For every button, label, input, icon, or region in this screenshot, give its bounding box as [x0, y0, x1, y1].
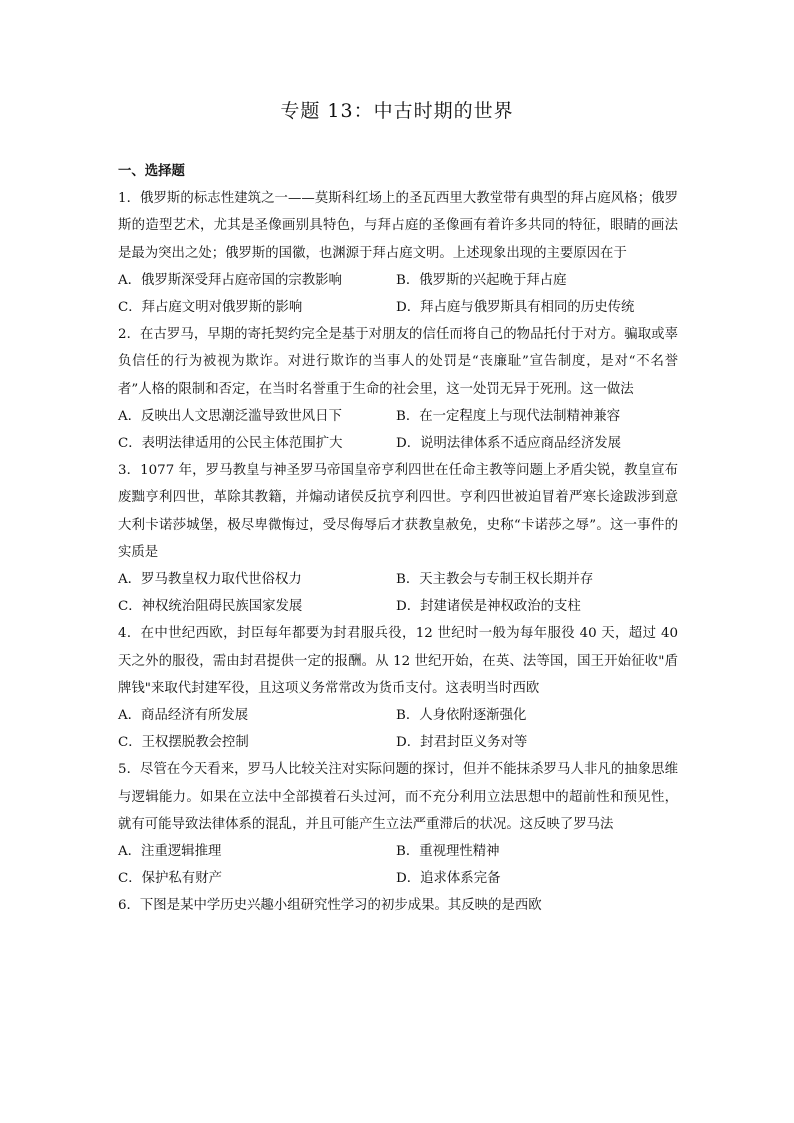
- section-heading: 一、选择题: [118, 163, 185, 179]
- question-stem: 5．尽管在今天看来，罗马人比较关注对实际问题的探讨，但并不能抹杀罗马人非凡的抽象思维与逻辑能力。如果在立法中全部摸着石头过河，而不充分利用立法思想中的超前性和预见性，就有可能导致法律体系的混乱，并且可能产生立法严重滞后的状况。这反映了罗马法: [118, 762, 678, 832]
- question-stem: 3．1077 年，罗马教皇与神圣罗马帝国皇帝亨利四世在任命主教等问题上矛盾尖锐，教皇宣布废黜亨利四世，革除其教籍，并煽动诸侯反抗亨利四世。亨利四世被迫冒着严寒长途跋涉到意大利卡诺莎城堡，极尽卑微悔过，受尽侮辱后才获教皇赦免，史称“卡诺莎之辱”。这一事件的实质是: [118, 463, 678, 560]
- question-4: [118, 620, 678, 756]
- option-a[interactable]: A．罗马教皇权力取代世俗权力: [118, 572, 302, 588]
- option-a[interactable]: A．商品经济有所发展: [118, 708, 249, 724]
- option-b[interactable]: B．天主教会与专制王权长期并存: [396, 572, 594, 588]
- options-row: [118, 566, 678, 593]
- option-d[interactable]: D．封君封臣义务对等: [396, 735, 528, 751]
- option-d[interactable]: D．拜占庭与俄罗斯具有相同的历史传统: [396, 300, 635, 316]
- option-c[interactable]: C．拜占庭文明对俄罗斯的影响: [118, 300, 303, 316]
- question-list: [118, 158, 678, 920]
- option-d[interactable]: D．封建诸侯是神权政治的支柱: [396, 599, 581, 615]
- question-1: [118, 185, 678, 321]
- options-row: [118, 294, 678, 321]
- question-5: [118, 756, 678, 892]
- option-b[interactable]: B．在一定程度上与现代法制精神兼容: [396, 408, 621, 424]
- options-row: [118, 593, 678, 620]
- options-row: [118, 267, 678, 294]
- option-c[interactable]: C．神权统治阻碍民族国家发展: [118, 599, 303, 615]
- option-a[interactable]: A．俄罗斯深受拜占庭帝国的宗教影响: [118, 272, 342, 288]
- option-c[interactable]: C．王权摆脱教会控制: [118, 735, 249, 751]
- options-row: [118, 838, 678, 865]
- options-row: [118, 430, 678, 457]
- option-b[interactable]: B．重视理性精神: [396, 844, 500, 860]
- question-3: [118, 457, 678, 620]
- options-row: [118, 403, 678, 430]
- options-row: [118, 702, 678, 729]
- question-stem: 4．在中世纪西欧，封臣每年都要为封君服兵役，12 世纪时一般为每年服役 40 天，超过 40 天之外的服役，需由封君提供一定的报酬。从 12 世纪开始，在英、法等国，国王开始征收"盾牌钱"来取代封建军役，且这项义务常常改为货币支付。这表明当时西欧: [118, 626, 678, 696]
- option-c[interactable]: C．保护私有财产: [118, 871, 222, 887]
- options-row: [118, 729, 678, 756]
- question-stem: 1．俄罗斯的标志性建筑之一——莫斯科红场上的圣瓦西里大教堂带有典型的拜占庭风格；俄罗斯的造型艺术，尤其是圣像画别具特色，与拜占庭的圣像画有着许多共同的特征，眼睛的画法是最为突出之处；俄罗斯的国徽，也渊源于拜占庭文明。上述现象出现的主要原因在于: [118, 191, 678, 261]
- question-2: [118, 321, 678, 457]
- option-a[interactable]: A．注重逻辑推理: [118, 844, 222, 860]
- page-title: 专题 13：中古时期的世界: [280, 100, 514, 122]
- option-d[interactable]: D．追求体系完备: [396, 871, 501, 887]
- option-c[interactable]: C．表明法律适用的公民主体范围扩大: [118, 436, 343, 452]
- option-b[interactable]: B．人身依附逐渐强化: [396, 708, 527, 724]
- question-6: [118, 892, 678, 919]
- question-stem: 6．下图是某中学历史兴趣小组研究性学习的初步成果。其反映的是西欧: [118, 898, 542, 914]
- option-d[interactable]: D．说明法律体系不适应商品经济发展: [396, 436, 621, 452]
- option-b[interactable]: B．俄罗斯的兴起晚于拜占庭: [396, 272, 567, 288]
- question-stem: 2．在古罗马，早期的寄托契约完全是基于对朋友的信任而将自己的物品托付于对方。骗取或辜负信任的行为被视为欺诈。对进行欺诈的当事人的处罚是“丧廉耻”宣告制度，是对“不名誉者”人格的限制和否定，在当时名誉重于生命的社会里，这一处罚无异于死刑。这一做法: [118, 327, 678, 397]
- option-a[interactable]: A．反映出人文思潮泛滥导致世风日下: [118, 408, 342, 424]
- options-row: [118, 865, 678, 892]
